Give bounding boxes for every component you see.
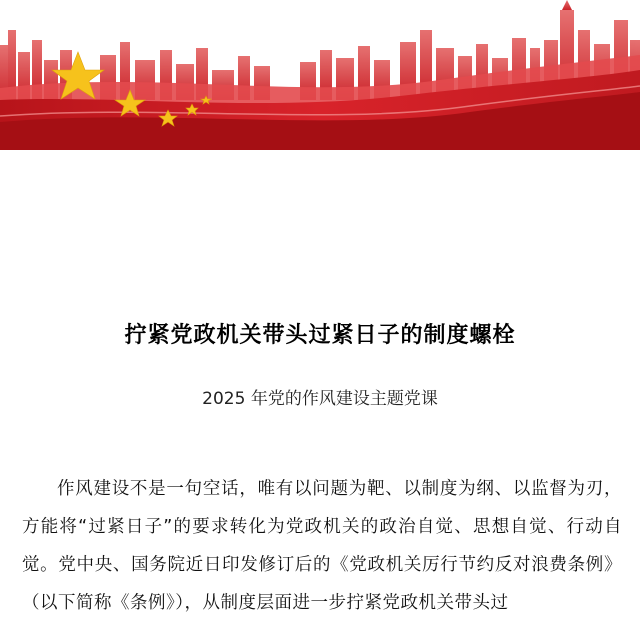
- document-body: [22, 470, 622, 622]
- document-title: 拧紧党政机关带头过紧日子的制度螺栓: [124, 323, 516, 348]
- body-paragraph: 作风建设不是一句空话，唯有以问题为靶、以制度为纲、以监督为刃，方能将“过紧日子”的要求转化为党政机关的政治自觉、思想自觉、行动自觉。党中央、国务院近日印发修订后的《党政机关厉行节约反对浪费条例》（以下简称《条例》），从制度层面进一步拧紧党政机关带头过: [22, 479, 622, 613]
- document-subtitle: 2025 年党的作风建设主题党课: [202, 389, 438, 409]
- header-banner: [0, 0, 640, 150]
